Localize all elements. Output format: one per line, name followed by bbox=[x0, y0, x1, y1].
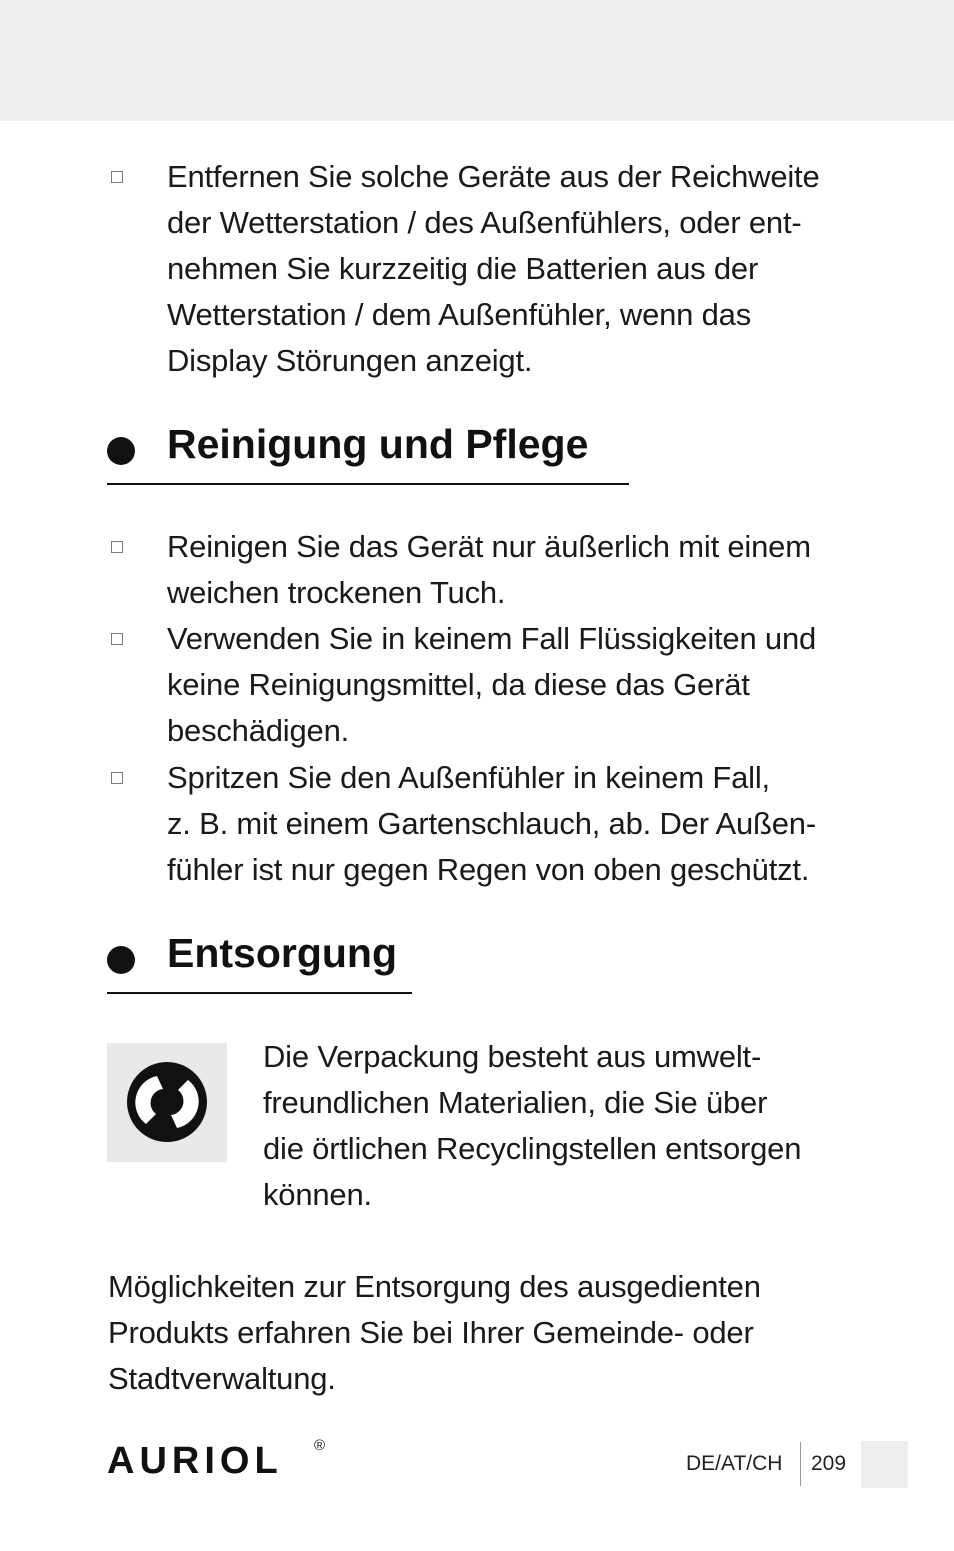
product-disposal-text: Möglichkeiten zur Entsorgung des ausgedienten Produkts erfahren Sie bei Ihrer Gemeinde- oder Stadtverwaltung. bbox=[108, 1269, 761, 1396]
section-heading-cleaning bbox=[107, 421, 629, 485]
cleaning-bullet-text: Spritzen Sie den Außenfühler in keinem Fall, z. B. mit einem Gartenschlauch, ab. Der Außen- fühler ist nur gegen Regen von oben geschützt. bbox=[167, 760, 816, 887]
footer-divider bbox=[800, 1442, 801, 1486]
page-number: 209 bbox=[811, 1452, 847, 1475]
intro-bullet-text: Entfernen Sie solche Geräte aus der Reichweite der Wetterstation / des Außenfühlers, oder ent- nehmen Sie kurzzeitig die Batterien aus der Wetterstation / dem Außenfühler, wenn das Display Störungen anzeigt. bbox=[167, 159, 820, 378]
top-header-band bbox=[0, 0, 954, 121]
page-tab-marker bbox=[861, 1441, 908, 1488]
brand-name: AURIOL bbox=[107, 1440, 283, 1482]
checkbox-bullet-icon bbox=[111, 772, 123, 784]
section-heading-disposal bbox=[107, 930, 412, 994]
green-dot-recycling-icon bbox=[107, 1043, 227, 1162]
cleaning-bullet-text: Reinigen Sie das Gerät nur äußerlich mit einem weichen trockenen Tuch. bbox=[167, 529, 811, 610]
packaging-text: Die Verpackung besteht aus umwelt- freundlichen Materialien, die Sie über die örtlichen Recyclingstellen entsorgen können. bbox=[263, 1039, 802, 1212]
auriol-logo bbox=[107, 1437, 326, 1482]
heading-cleaning-text: Reinigung und Pflege bbox=[167, 421, 589, 467]
heading-dot-icon bbox=[107, 946, 135, 974]
heading-disposal-text: Entsorgung bbox=[167, 930, 398, 976]
footer-region: DE/AT/CH bbox=[686, 1452, 783, 1475]
heading-dot-icon bbox=[107, 437, 135, 465]
registered-mark: ® bbox=[314, 1437, 326, 1454]
checkbox-bullet-icon bbox=[111, 633, 123, 645]
checkbox-bullet-icon bbox=[111, 171, 123, 183]
checkbox-bullet-icon bbox=[111, 541, 123, 553]
cleaning-bullet-text: Verwenden Sie in keinem Fall Flüssigkeiten und keine Reinigungsmittel, da diese das Gerät beschädigen. bbox=[167, 621, 817, 748]
